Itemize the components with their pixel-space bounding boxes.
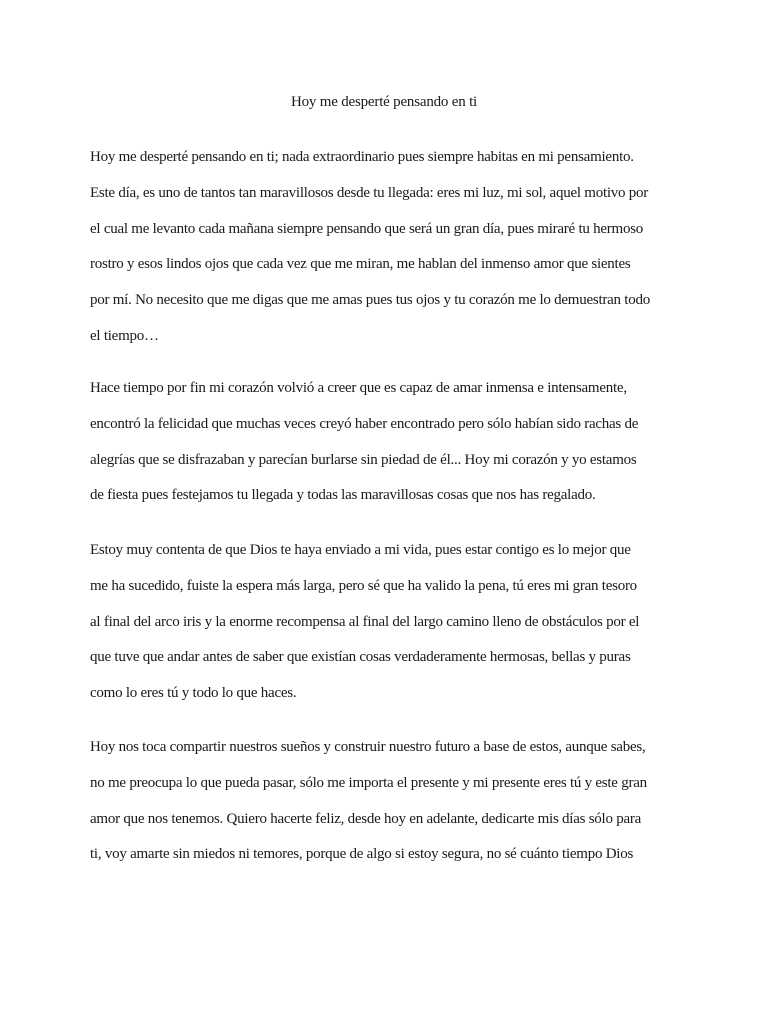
text-line: Este día, es uno de tantos tan maravillosos desde tu llegada: eres mi luz, mi sol, aquel motivo por: [90, 184, 649, 201]
text-line: rostro y esos lindos ojos que cada vez que me miran, me hablan del inmenso amor que sientes: [90, 256, 631, 273]
text-line: Hoy me desperté pensando en ti; nada extraordinario pues siempre habitas en mi pensamiento.: [90, 149, 634, 165]
text-line: el cual me levanto cada mañana siempre pensando que será un gran día, pues miraré tu hermoso: [90, 220, 644, 237]
text-line: Hoy nos toca compartir nuestros sueños y construir nuestro futuro a base de estos, aunque sabes,: [90, 739, 646, 755]
paragraph-4: [90, 736, 680, 879]
text-line: al final del arco iris y la enorme recompensa al final del largo camino lleno de obstáculos por el: [90, 613, 640, 630]
text-line: ti, voy amarte sin miedos ni temores, porque de algo si estoy segura, no sé cuánto tiempo Dios: [90, 846, 634, 863]
text-line: alegrías que se disfrazaban y parecían burlarse sin piedad de él... Hoy mi corazón y yo estamos: [90, 451, 637, 468]
paragraph-2: [90, 377, 680, 520]
text-line: no me preocupa lo que pueda pasar, sólo me importa el presente y mi presente eres tú y este gran: [90, 774, 647, 791]
paragraph-1: [90, 146, 680, 361]
paragraph-3: [90, 539, 680, 718]
text-line: como lo eres tú y todo lo que haces.: [90, 685, 297, 702]
text-line: encontró la felicidad que muchas veces creyó haber encontrado pero sólo habían sido rachas de: [90, 415, 639, 432]
text-line: Estoy muy contenta de que Dios te haya enviado a mi vida, pues estar contigo es lo mejor que: [90, 542, 631, 558]
text-line: que tuve que andar antes de saber que existían cosas verdaderamente hermosas, bellas y puras: [90, 649, 631, 666]
text-line: el tiempo…: [90, 327, 159, 344]
text-line: me ha sucedido, fuiste la espera más larga, pero sé que ha valido la pena, tú eres mi gran tesoro: [90, 577, 637, 594]
text-line: amor que nos tenemos. Quiero hacerte feliz, desde hoy en adelante, dedicarte mis días sólo para: [90, 810, 642, 827]
text-line: de fiesta pues festejamos tu llegada y todas las maravillosas cosas que nos has regalado.: [90, 487, 596, 504]
text-line: por mí. No necesito que me digas que me amas pues tus ojos y tu corazón me lo demuestran todo: [90, 292, 650, 309]
text-line: Hace tiempo por fin mi corazón volvió a creer que es capaz de amar inmensa e intensamente,: [90, 380, 627, 396]
document-title: Hoy me desperté pensando en ti: [290, 94, 478, 110]
